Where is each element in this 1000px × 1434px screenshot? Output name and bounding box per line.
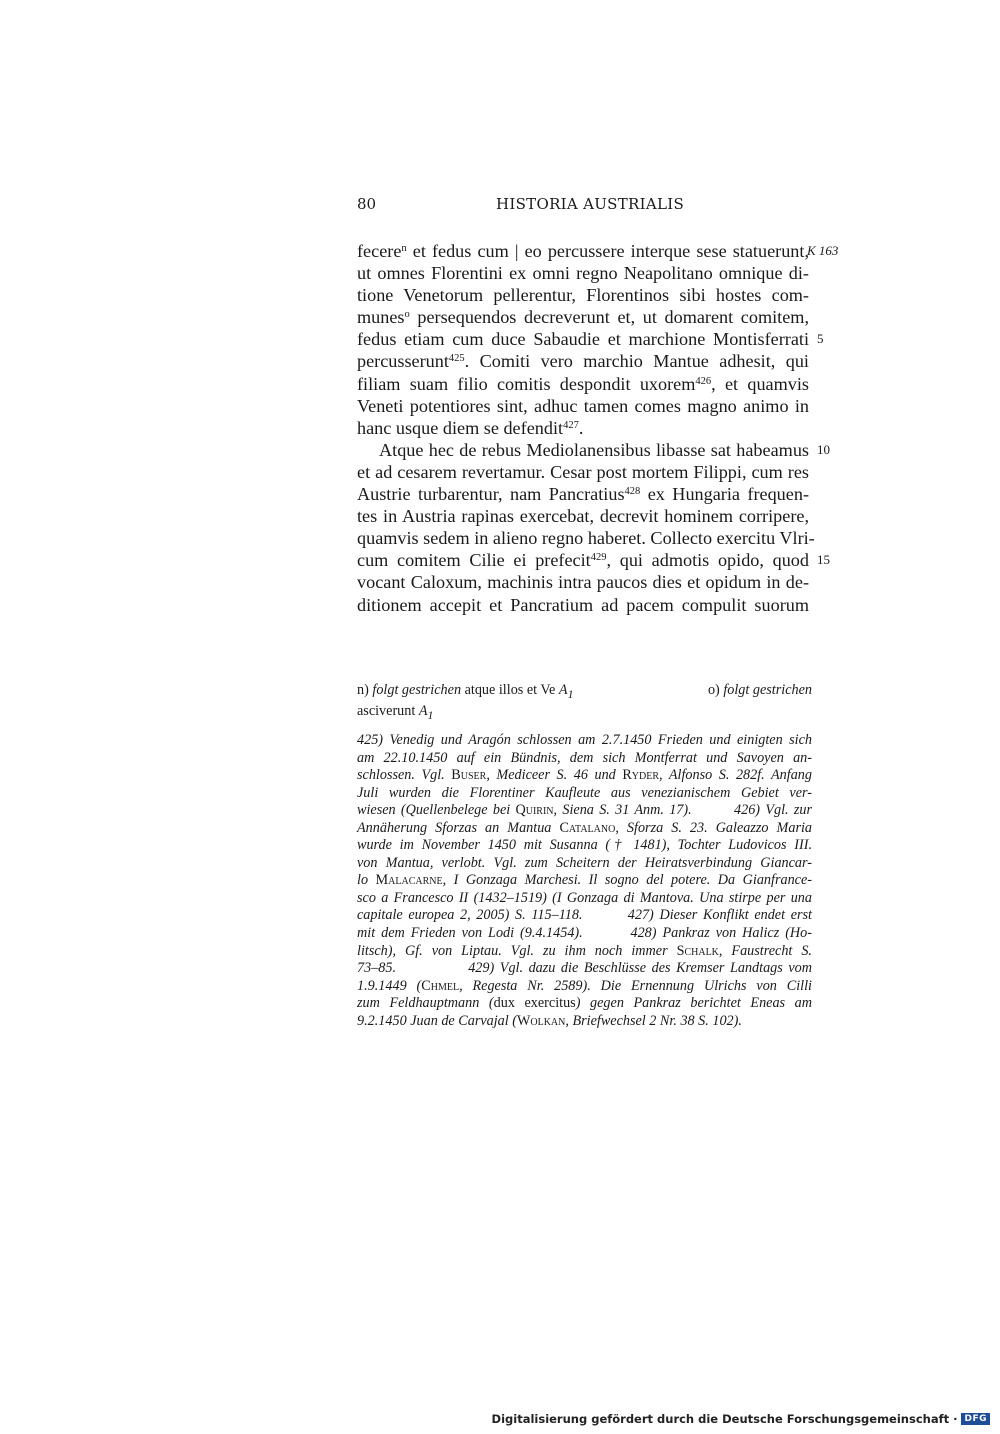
main-text — [357, 240, 815, 616]
footer-text: Digitalisierung gefördert durch die Deutsche Forschungsgemeinschaft · — [491, 1412, 958, 1426]
footnote-line: lo Malacarne, I Gonzaga Marchesi. Il sogno del potere. Da Gianfrance- — [357, 872, 812, 889]
margin-reference: K 163 — [807, 243, 839, 258]
footnote-line: wurde im November 1450 mit Susanna († 1481), Tochter Ludovicos III. — [357, 837, 812, 854]
critical-apparatus — [357, 682, 812, 725]
footnote-line: zum Feldhauptmann (dux exercitus) gegen Pankraz berichtet Eneas am — [357, 995, 813, 1012]
text-line: cum comitem Cilie ei prefecit$^{429}$, qui admotis opido, quod — [357, 550, 809, 571]
page-number: 80 — [357, 195, 377, 213]
text-line: Austrie turbarentur, nam Pancratius$^{428}$ ex Hungaria frequen- — [357, 484, 810, 505]
text-line: tione Venetorum pellerentur, Florentinos sibi hostes com- — [357, 285, 809, 306]
apparatus-note-o: o) folgt gestrichen — [707, 682, 812, 698]
dfg-logo: DFG — [961, 1413, 990, 1425]
apparatus-note-o-cont: asciverunt $A_1$ — [357, 703, 434, 723]
footnote-line: 9.2.1450 Juan de Carvajal (Wolkan, Briefwechsel 2 Nr. 38 S. 102). — [357, 1012, 742, 1029]
footnote-line: am 22.10.1450 auf ein Bündnis, dem sich Montferrat und Savoyen an- — [357, 749, 812, 766]
text-line: filiam suam filio comitis despondit uxorem$^{426}$, et quamvis — [357, 373, 809, 394]
footnote-line: 425) Venedig und Aragón schlossen am 2.7.1450 Frieden und einigten sich — [357, 732, 812, 748]
footnote-line: sco a Francesco II (1432–1519) (I Gonzaga di Mantova. Una stirpe per una — [357, 889, 812, 906]
footnote-line: mit dem Frieden von Lodi (9.4.1454). 428) Pankraz von Halicz (Ho- — [357, 925, 812, 942]
text-line: Atque hec de rebus Mediolanensibus libasse sat habeamus — [379, 439, 809, 460]
line-number: 5 — [817, 331, 824, 346]
text-line: percusserunt$^{425}$. Comiti vero marchio Mantue adhesit, qui — [357, 351, 809, 372]
text-line: fedus etiam cum duce Sabaudie et marchione Montisferrati — [357, 329, 809, 350]
text-line: hanc usque diem se defendit$^{427}$. — [357, 417, 584, 438]
text-line: quamvis sedem in alieno regno haberet. Collecto exercitu Vlri- — [357, 528, 815, 549]
footnote-line: von Mantua, verlobt. Vgl. zum Scheitern der Heiratsverbindung Giancar- — [357, 854, 812, 871]
apparatus-note-n: n) folgt gestrichen atque illos et Ve $A_1$ — [357, 682, 574, 701]
footnote-line: litsch), Gf. von Liptau. Vgl. zu ihm noch immer Schalk, Faustrecht S. — [357, 942, 812, 959]
footnote-line: schlossen. Vgl. Buser, Mediceer S. 46 und Ryder, Alfonso S. 282f. Anfang — [357, 767, 812, 784]
footnote-line: Annäherung Sforzas an Mantua Catalano, Sforza S. 23. Galeazzo Maria — [357, 819, 813, 836]
text-line: et ad cesarem revertamur. Cesar post mortem Filippi, cum res — [357, 461, 809, 482]
text-line: tes in Austria rapinas exercebat, decrevit hominem corripere, — [357, 506, 809, 527]
footnote-line: 1.9.1449 (Chmel, Regesta Nr. 2589). Die Ernennung Ulrichs von Cilli — [357, 977, 812, 994]
footnote-line: capitale europea 2, 2005) S. 115–118. 427) Dieser Konflikt endet erst — [357, 907, 812, 924]
text-line: fecere$^n$ et fedus cum | eo percussere interque sese statuerunt, — [357, 241, 809, 261]
text-line: ditionem accepit et Pancratium ad pacem compulit suorum — [357, 594, 809, 615]
running-title: HISTORIA AUSTRIALIS — [496, 195, 685, 213]
footnote-line: wiesen (Quellenbelege bei Quirin, Siena S. 31 Anm. 17). 426) Vgl. zur — [357, 802, 812, 819]
line-number: 15 — [817, 552, 830, 567]
text-line: Veneti potentiores sint, adhuc tamen comes magno animo in — [357, 395, 809, 416]
text-line: vocant Caloxum, machinis intra paucos dies et opidum in de- — [357, 572, 809, 593]
footnote-line: Juli wurden die Florentiner Kaufleute aus venezianischem Gebiet ver- — [357, 784, 812, 801]
text-line: ut omnes Florentini ex omni regno Neapolitano omnique di- — [357, 263, 809, 284]
line-number: 10 — [817, 442, 830, 457]
footnote-line: 73–85. 429) Vgl. dazu die Beschlüsse des Kremser Landtags vom — [357, 960, 812, 977]
dfg-footer — [492, 1412, 990, 1426]
text-line: munes$^o$ persequendos decreverunt et, ut domarent comitem, — [357, 307, 809, 328]
footnotes — [357, 732, 812, 1030]
